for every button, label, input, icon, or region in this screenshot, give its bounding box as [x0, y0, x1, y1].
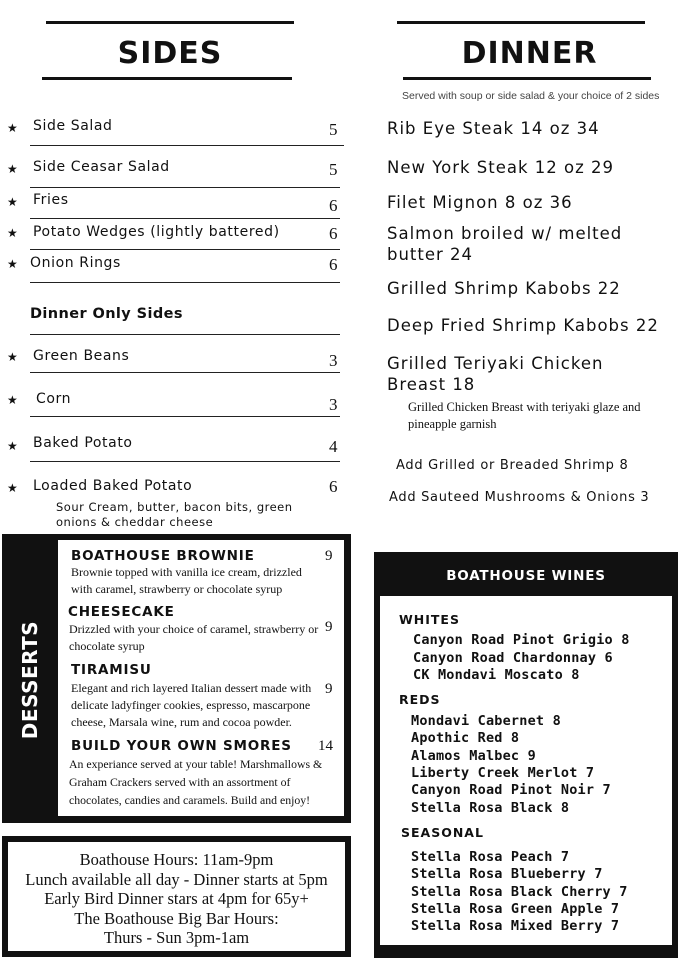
wine-item: Canyon Road Pinot Grigio 8: [413, 632, 630, 648]
star-icon: ★: [7, 393, 18, 407]
desserts-label: [12, 620, 48, 740]
side-item-price: 5: [329, 120, 338, 139]
dinner-item: Deep Fried Shrimp Kabobs 22: [387, 316, 659, 335]
wine-item: Apothic Red 8: [411, 730, 520, 746]
divider: [30, 282, 340, 283]
wine-item: Mondavi Cabernet 8: [411, 713, 561, 729]
loaded-potato-note: Sour Cream, butter, bacon bits, green onions & cheddar cheese: [56, 500, 293, 529]
dessert-name: BUILD YOUR OWN SMORES: [71, 738, 292, 754]
divider: [30, 187, 340, 188]
dessert-price: 9: [325, 619, 333, 635]
dessert-description: Drizzled with your choice of caramel, strawberry or chocolate syrup: [69, 622, 319, 653]
divider: [30, 218, 340, 219]
hours-line: The Boathouse Big Bar Hours:: [74, 908, 279, 928]
side-item-price: 4: [329, 437, 338, 456]
addon-item: Add Grilled or Breaded Shrimp 8: [396, 458, 629, 473]
side-item-price: 6: [329, 224, 338, 243]
dessert-price: 14: [318, 738, 333, 754]
wine-item: Stella Rosa Green Apple 7: [411, 901, 620, 917]
side-item-name: Green Beans: [33, 348, 130, 364]
dinner-item: Salmon broiled w/ melted butter 24: [387, 224, 623, 264]
dinner-top-rule: [397, 21, 645, 24]
hours-content: [8, 842, 345, 951]
hours-line: Early Bird Dinner stars at 4pm for 65y+: [44, 889, 309, 908]
wine-category-seasonal: SEASONAL: [401, 825, 484, 840]
side-item-name: Corn: [36, 391, 72, 407]
dessert-name: BOATHOUSE BROWNIE: [71, 548, 255, 564]
side-item-price: 3: [329, 351, 338, 370]
side-item-price: 6: [329, 255, 338, 274]
wine-item: Stella Rosa Black 8: [411, 800, 570, 816]
dessert-price: 9: [325, 548, 333, 564]
dinner-item: Grilled Shrimp Kabobs 22: [387, 279, 621, 298]
dinner-item: Rib Eye Steak 14 oz 34: [387, 119, 600, 138]
divider: [30, 334, 340, 335]
side-item-name: Side Salad: [33, 118, 113, 134]
dinner-item: Filet Mignon 8 oz 36: [387, 193, 573, 212]
sides-top-rule: [46, 21, 294, 24]
wine-item: Stella Rosa Peach 7: [411, 849, 570, 865]
dessert-description: Elegant and rich layered Italian dessert made with delicate ladyfinger cookies, espresso, mascarpone cheese, Marsala wine, rum and cocoa powder.: [71, 681, 312, 729]
wine-item: Canyon Road Pinot Noir 7: [411, 782, 611, 798]
dinner-title: DINNER: [461, 36, 598, 71]
dinner-item: Grilled Teriyaki Chicken Breast 18: [387, 354, 604, 394]
sides-bottom-rule: [42, 77, 292, 80]
star-icon: ★: [7, 162, 18, 176]
dinner-subtitle: Served with soup or side salad & your choice of 2 sides: [402, 90, 660, 102]
hours-line: Thurs - Sun 3pm-1am: [103, 928, 250, 947]
dessert-description: Brownie topped with vanilla ice cream, drizzled with caramel, strawberry or chocolate syrup: [71, 565, 302, 596]
dessert-name: TIRAMISU: [71, 662, 152, 678]
side-item-price: 5: [329, 160, 338, 179]
side-item-price: 6: [329, 196, 338, 215]
divider: [30, 249, 340, 250]
wine-item: CK Mondavi Moscato 8: [413, 667, 580, 683]
addon-item: Add Sauteed Mushrooms & Onions 3: [389, 490, 650, 505]
wine-category-whites: WHITES: [399, 612, 460, 627]
dessert-price: 9: [325, 681, 333, 697]
star-icon: ★: [7, 439, 18, 453]
desserts-title: DESSERTS: [18, 620, 42, 740]
side-item-name: Onion Rings: [30, 255, 121, 271]
wines-title: BOATHOUSE WINES: [446, 568, 606, 584]
star-icon: ★: [7, 257, 18, 271]
dessert-name: CHEESECAKE: [68, 604, 175, 620]
dessert-description: An experiance served at your table! Marshmallows & Graham Crackers served with an assortment of chocolates, candies and caramels. Build and enjoy!: [69, 757, 323, 807]
wine-item: Stella Rosa Black Cherry 7: [411, 884, 628, 900]
star-icon: ★: [7, 226, 18, 240]
star-icon: ★: [7, 350, 18, 364]
star-icon: ★: [7, 121, 18, 135]
wine-item: Canyon Road Chardonnay 6: [413, 650, 613, 666]
sides-title: SIDES: [117, 36, 223, 71]
wine-item: Stella Rosa Mixed Berry 7: [411, 918, 620, 934]
dinner-only-sides-heading: Dinner Only Sides: [30, 306, 183, 322]
side-item-price: 3: [329, 395, 338, 414]
divider: [30, 416, 340, 417]
divider: [30, 461, 340, 462]
hours-line: Boathouse Hours: 11am-9pm: [79, 850, 274, 869]
wine-item: Liberty Creek Merlot 7: [411, 765, 595, 781]
wine-category-reds: REDS: [399, 692, 441, 707]
dinner-bottom-rule: [403, 77, 651, 80]
hours-line: Lunch available all day - Dinner starts at 5pm: [25, 869, 328, 889]
side-item-name: Side Ceasar Salad: [33, 159, 170, 175]
side-item-name: Baked Potato: [33, 435, 133, 451]
wine-item: Stella Rosa Blueberry 7: [411, 866, 603, 882]
star-icon: ★: [7, 481, 18, 495]
side-item-price: 6: [329, 477, 338, 496]
divider: [30, 145, 344, 146]
divider: [30, 372, 340, 373]
teriyaki-note: Grilled Chicken Breast with teriyaki glaze and pineapple garnish: [408, 400, 641, 431]
star-icon: ★: [7, 195, 18, 209]
wine-item: Alamos Malbec 9: [411, 748, 536, 764]
side-item-name: Fries: [33, 192, 69, 208]
side-item-name: Potato Wedges (lightly battered): [33, 224, 280, 240]
side-item-name: Loaded Baked Potato: [33, 478, 193, 494]
dinner-item: New York Steak 12 oz 29: [387, 158, 615, 177]
